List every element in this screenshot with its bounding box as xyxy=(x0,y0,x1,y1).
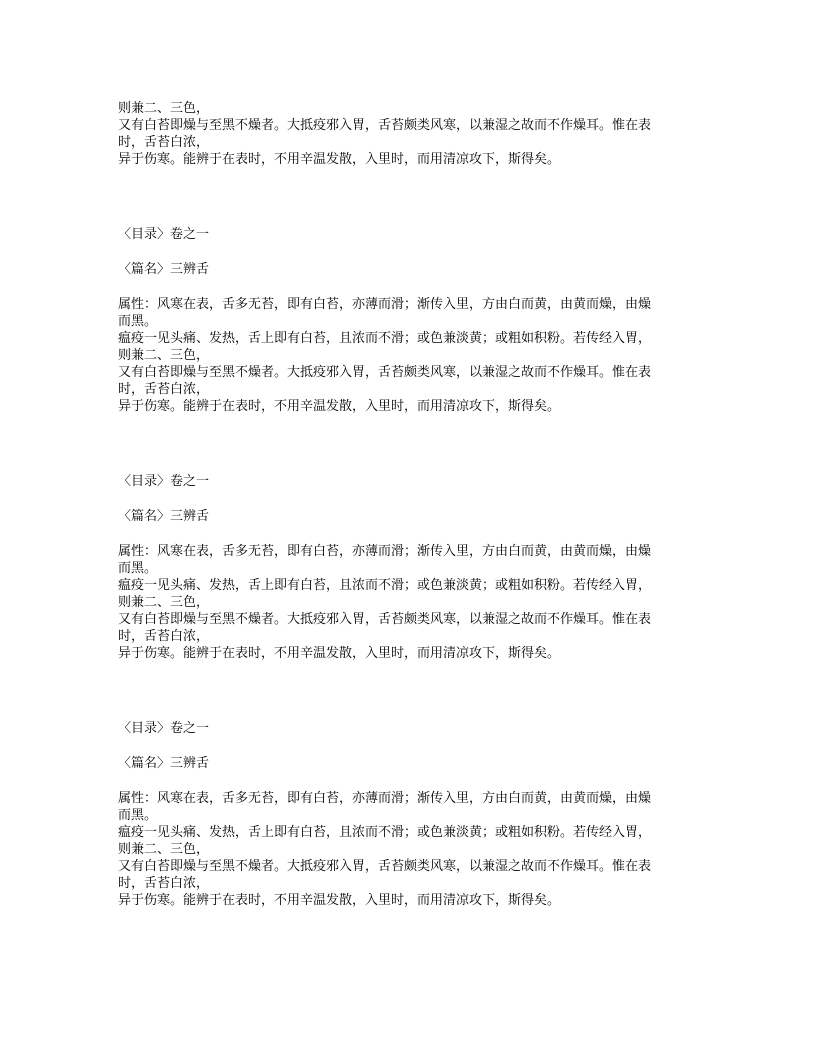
text-line: 瘟疫一见头痛、发热，舌上即有白苔，且浓而不滑；或色兼淡黄；或粗如积粉。若传经入胃， xyxy=(118,578,652,593)
document-page xyxy=(118,100,700,909)
section-2 xyxy=(118,473,700,662)
section-body xyxy=(118,296,700,415)
text-line: 则兼二、三色， xyxy=(118,101,210,116)
text-line: 又有白苔即燥与至黑不燥者。大抵疫邪入胃，舌苔颇类风寒，以兼湿之故而不作燥耳。惟在表 xyxy=(118,118,652,133)
text-line: 时，舌苔白浓， xyxy=(118,876,210,891)
top-fragment xyxy=(118,100,700,168)
text-line: 又有白苔即燥与至黑不燥者。大抵疫邪入胃，舌苔颇类风寒，以兼湿之故而不作燥耳。惟在表 xyxy=(118,365,652,380)
text-line: 而黑。 xyxy=(118,808,158,823)
catalog-heading: 〈目录〉卷之一 xyxy=(118,474,210,489)
section-body xyxy=(118,543,700,662)
text-line: 时，舌苔白浓， xyxy=(118,135,210,150)
text-line: 异于伤寒。能辨于在表时，不用辛温发散，入里时，而用清凉攻下，斯得矣。 xyxy=(118,893,561,908)
text-line: 瘟疫一见头痛、发热，舌上即有白苔，且浓而不滑；或色兼淡黄；或粗如积粉。若传经入胃， xyxy=(118,331,652,346)
text-line: 时，舌苔白浓， xyxy=(118,629,210,644)
catalog-heading: 〈目录〉卷之一 xyxy=(118,721,210,736)
text-line: 而黑。 xyxy=(118,314,158,329)
text-line: 又有白苔即燥与至黑不燥者。大抵疫邪入胃，舌苔颇类风寒，以兼湿之故而不作燥耳。惟在表 xyxy=(118,612,652,627)
section-3 xyxy=(118,720,700,909)
chapter-title: 〈篇名〉三辨舌 xyxy=(118,756,210,771)
text-line: 时，舌苔白浓， xyxy=(118,382,210,397)
text-line: 而黑。 xyxy=(118,561,158,576)
text-line: 则兼二、三色， xyxy=(118,348,210,363)
text-line: 又有白苔即燥与至黑不燥者。大抵疫邪入胃，舌苔颇类风寒，以兼湿之故而不作燥耳。惟在表 xyxy=(118,859,652,874)
section-1 xyxy=(118,226,700,415)
section-body xyxy=(118,790,700,909)
text-line: 属性：风寒在表，舌多无苔，即有白苔，亦薄而滑；渐传入里，方由白而黄，由黄而燥，由燥 xyxy=(118,297,652,312)
text-line: 瘟疫一见头痛、发热，舌上即有白苔，且浓而不滑；或色兼淡黄；或粗如积粉。若传经入胃， xyxy=(118,825,652,840)
text-line: 则兼二、三色， xyxy=(118,842,210,857)
text-line: 属性：风寒在表，舌多无苔，即有白苔，亦薄而滑；渐传入里，方由白而黄，由黄而燥，由燥 xyxy=(118,791,652,806)
text-line: 属性：风寒在表，舌多无苔，即有白苔，亦薄而滑；渐传入里，方由白而黄，由黄而燥，由燥 xyxy=(118,544,652,559)
catalog-heading: 〈目录〉卷之一 xyxy=(118,227,210,242)
chapter-title: 〈篇名〉三辨舌 xyxy=(118,509,210,524)
text-line: 异于伤寒。能辨于在表时，不用辛温发散，入里时，而用清凉攻下，斯得矣。 xyxy=(118,646,561,661)
text-line: 异于伤寒。能辨于在表时，不用辛温发散，入里时，而用清凉攻下，斯得矣。 xyxy=(118,152,561,167)
chapter-title: 〈篇名〉三辨舌 xyxy=(118,262,210,277)
text-line: 则兼二、三色， xyxy=(118,595,210,610)
text-line: 异于伤寒。能辨于在表时，不用辛温发散，入里时，而用清凉攻下，斯得矣。 xyxy=(118,399,561,414)
